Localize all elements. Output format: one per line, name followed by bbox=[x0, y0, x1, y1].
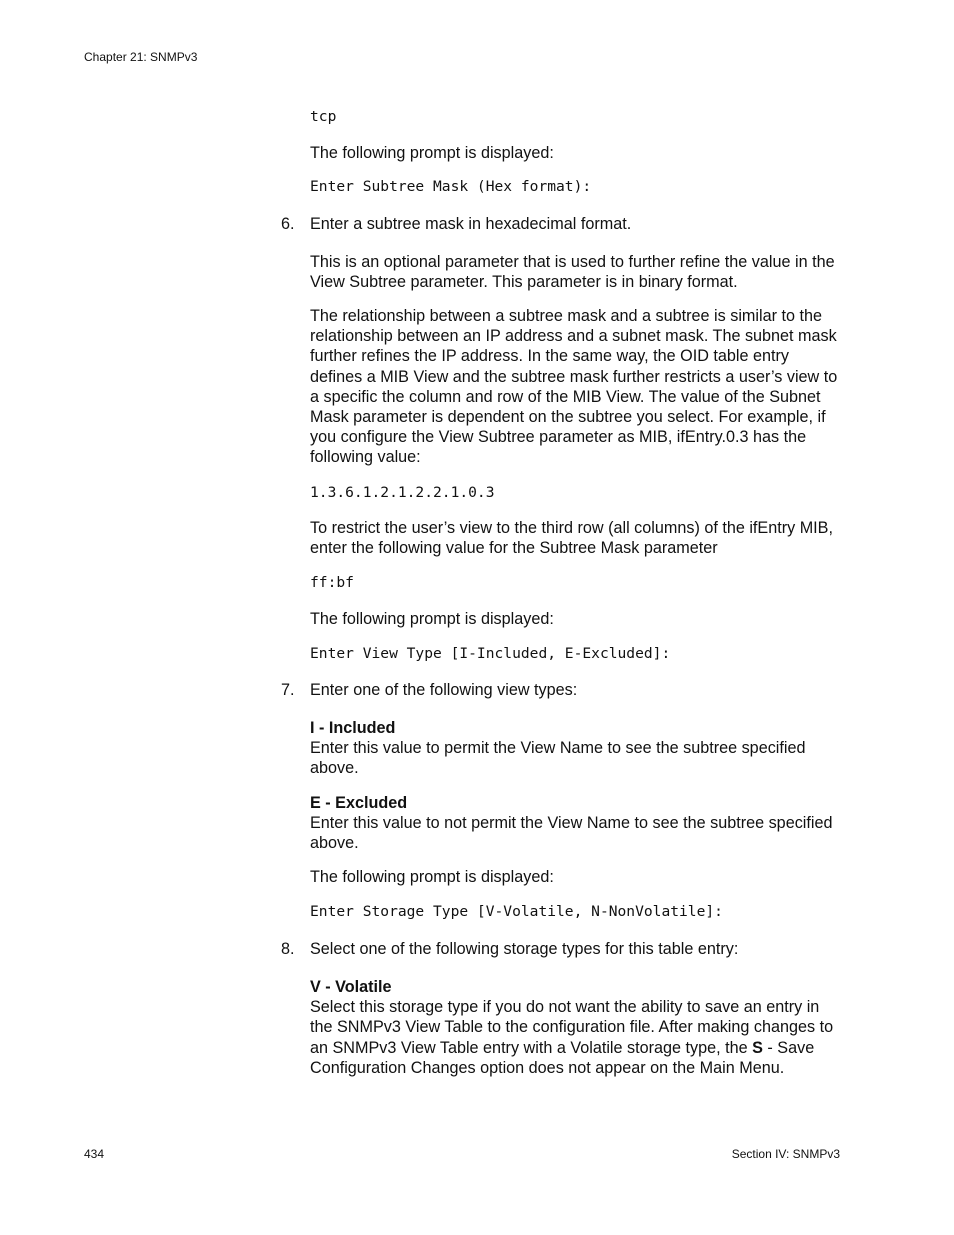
step-6-number: 6. bbox=[281, 215, 295, 233]
volatile-desc-before: Select this storage type if you do not want the ability to save an entry in the SNMPv3 View Table to the configuration file. After making changes to an SNMPv3 View Table entry with a Volatile storage type, the bbox=[310, 998, 834, 1057]
excluded-term: E - Excluded bbox=[310, 794, 408, 812]
step-8-text: Select one of the following storage types for this table entry: bbox=[310, 940, 739, 958]
code-mask: ff:bf bbox=[310, 574, 354, 591]
code-storage-prompt: Enter Storage Type [V-Volatile, N-NonVolatile]: bbox=[310, 903, 723, 920]
included-option bbox=[310, 718, 840, 779]
volatile-desc-bold: S bbox=[752, 1038, 763, 1057]
para-restrict: To restrict the user’s view to the third row (all columns) of the ifEntry MIB, enter the following value for the Subtree Mask parameter bbox=[310, 519, 833, 558]
volatile-option bbox=[310, 977, 840, 1078]
page-number: 434 bbox=[84, 1147, 105, 1161]
prompt-intro-1: The following prompt is displayed: bbox=[310, 144, 554, 162]
step-8-number: 8. bbox=[281, 940, 295, 958]
volatile-term: V - Volatile bbox=[310, 978, 392, 996]
running-header: Chapter 21: SNMPv3 bbox=[84, 50, 198, 64]
step-7-number: 7. bbox=[281, 681, 295, 699]
volatile-desc-after: - Save Configuration Changes option does not appear on the Main Menu. bbox=[310, 1038, 815, 1077]
excluded-option bbox=[310, 793, 840, 854]
prompt-intro-2: The following prompt is displayed: bbox=[310, 610, 554, 628]
para-optional: This is an optional parameter that is used to further refine the value in the View Subtree parameter. This parameter is in binary format. bbox=[310, 253, 835, 292]
code-oid: 1.3.6.1.2.1.2.2.1.0.3 bbox=[310, 484, 495, 501]
step-6-text: Enter a subtree mask in hexadecimal format. bbox=[310, 215, 632, 233]
code-tcp: tcp bbox=[310, 108, 337, 125]
step-7-text: Enter one of the following view types: bbox=[310, 681, 578, 699]
code-view-type-prompt: Enter View Type [I-Included, E-Excluded]: bbox=[310, 645, 671, 662]
included-term: I - Included bbox=[310, 719, 396, 737]
excluded-desc: Enter this value to not permit the View Name to see the subtree specified above. bbox=[310, 814, 833, 853]
prompt-intro-3: The following prompt is displayed: bbox=[310, 868, 554, 886]
code-subtree-mask-prompt: Enter Subtree Mask (Hex format): bbox=[310, 178, 592, 195]
para-relationship: The relationship between a subtree mask and a subtree is similar to the relationship between an IP address and a subnet mask. The subnet mask further refines the IP address. In the same way, the OID table entry defines a MIB View and the subtree mask further restricts a user’s view to a specific the column and row of the MIB View. The value of the Subnet Mask parameter is dependent on the subtree you select. For example, if you configure the View Subtree parameter as MIB, ifEntry.0.3 has the following value: bbox=[310, 307, 838, 467]
included-desc: Enter this value to permit the View Name to see the subtree specified above. bbox=[310, 739, 806, 778]
running-footer-section: Section IV: SNMPv3 bbox=[731, 1147, 840, 1161]
